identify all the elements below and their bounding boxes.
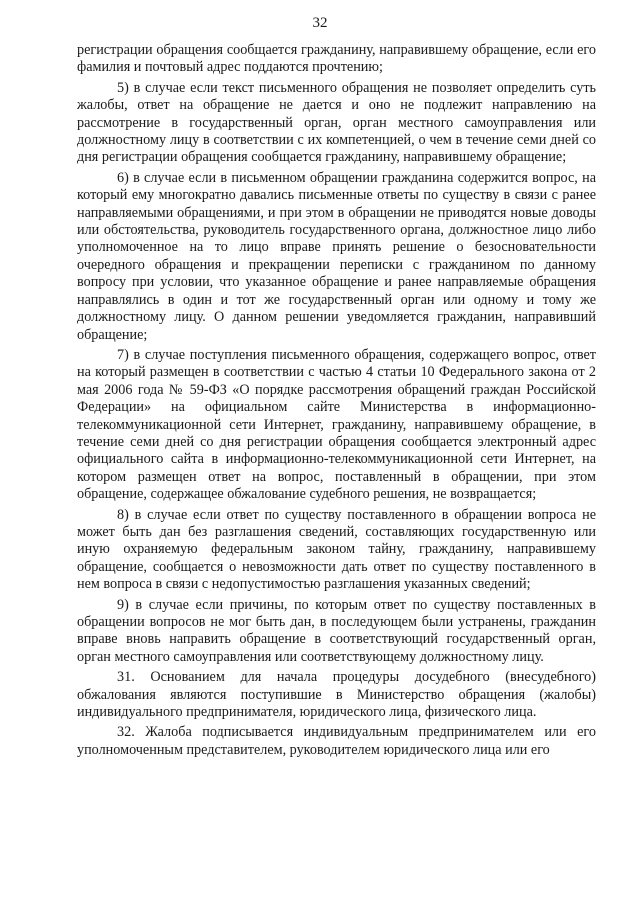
paragraph-section-31: 31. Основанием для начала процедуры досудебного (внесудебного) обжалования являются поступившие в Министерство обращения (жалобы) индивидуального предпринимателя, юридического лица, физического лица. — [77, 669, 596, 721]
page-number: 32 — [312, 15, 328, 31]
paragraph-item-7: 7) в случае поступления письменного обращения, содержащего вопрос, ответ на который размещен в соответствии с частью 4 статьи 10 Федерального закона от 2 мая 2006 года № 59-ФЗ «О порядке рассмотрения обращений граждан Российской Федерации» на официальном сайте Министерства в информационно-телекоммуникационной сети Интернет, гражданину, направившему обращение, в течение семи дней со дня регистрации обращения сообщается электронный адрес официального сайта в информационно-телекоммуникационной сети Интернет, на котором размещен ответ на вопрос, поставленный в обращении, при этом обращение, содержащее обжалование судебного решения, не возвращается; — [77, 346, 596, 503]
document-body — [77, 42, 596, 762]
paragraph-item-8: 8) в случае если ответ по существу поставленного в обращении вопроса не может быть дан без разглашения сведений, составляющих государственную или иную охраняемую федеральным законом тайну, гражданину, направившему обращение, сообщается о невозможности дать ответ по существу поставленного в нем вопроса в связи с недопустимостью разглашения указанных сведений; — [77, 506, 596, 593]
paragraph-item-5: 5) в случае если текст письменного обращения не позволяет определить суть жалобы, ответ на обращение не дается и оно не подлежит направлению на рассмотрение в государственный орган, орган местного самоуправления или должностному лицу в соответствии с их компетенцией, о чем в течение семи дней со дня регистрации обращения сообщается гражданину, направившему обращение; — [77, 79, 596, 166]
paragraph-item-6: 6) в случае если в письменном обращении гражданина содержится вопрос, на который ему многократно давались письменные ответы по существу в связи с ранее направляемыми обращениями, и при этом в обращении не приводятся новые доводы или обстоятельства, руководитель государственного органа, должностное лицо либо уполномоченное на то лицо вправе принять решение о безосновательности очередного обращения и прекращении переписки с гражданином по данному вопросу при условии, что указанное обращение и ранее направляемые обращения направлялись в один и тот же государственный орган или одному и тому же должностному лицу. О данном решении уведомляется гражданин, направивший обращение; — [77, 169, 596, 343]
paragraph-continuation: регистрации обращения сообщается гражданину, направившему обращение, если его фамилия и почтовый адрес поддаются прочтению; — [77, 42, 596, 76]
paragraph-section-32: 32. Жалоба подписывается индивидуальным предпринимателем или его уполномоченным представителем, руководителем юридического лица или его — [77, 724, 596, 758]
paragraph-item-9: 9) в случае если причины, по которым ответ по существу поставленных в обращении вопросов не мог быть дан, в последующем были устранены, гражданин вправе вновь направить обращение в соответствующий государственный орган, орган местного самоуправления или соответствующему должностному лицу. — [77, 596, 596, 665]
